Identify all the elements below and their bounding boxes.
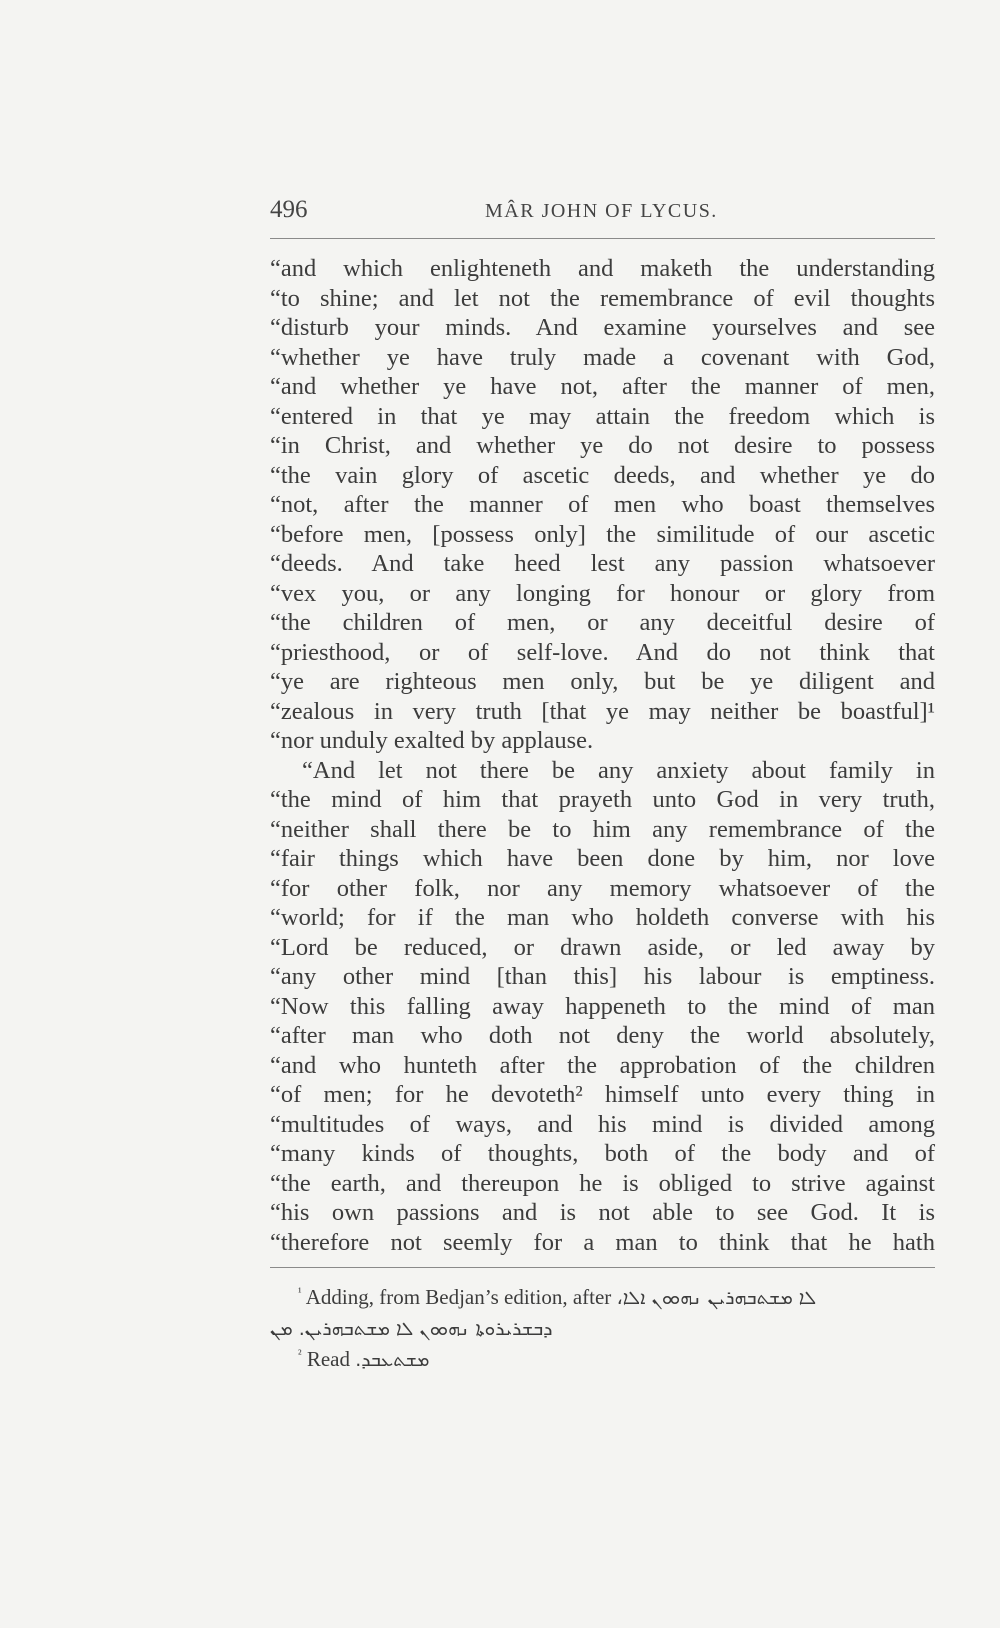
text-line: “deeds. And take heed lest any passion whatsoever [270,550,935,577]
text-line: “the vain glory of ascetic deeds, and whether ye do [270,461,935,489]
text-line: “therefore not seemly for a man to think that he hath [270,1228,935,1256]
text-line: “ye are righteous men only, but be ye diligent and [270,668,935,695]
footnote-text: Adding, from Bedjan’s edition, after [305,1285,612,1309]
body-text [270,254,935,1257]
page-header [270,196,935,232]
text-line: “vex you, or any longing for honour or glory from [270,579,935,607]
syriac-text: ܠܐ ܡܫܬܒܗܪܝܢ ܢܗܘܘܢ ܐܠܐ، [616,1287,817,1309]
text-line: “Lord be reduced, or drawn aside, or led away by [270,933,935,961]
footnote-2 [270,1344,935,1375]
book-page [270,196,935,1371]
page-number: 496 [270,196,308,223]
text-line: “many kinds of thoughts, both of the body and of [270,1140,935,1167]
syriac-text: ܡܫܬܥܒܕ. [355,1349,430,1371]
text-line: “the children of men, or any deceitful desire of [270,609,935,636]
text-line: “disturb your minds. And examine yourselves and see [270,314,935,341]
text-line: “and whether ye have not, after the manner of men, [270,373,935,400]
text-line: “for other folk, nor any memory whatsoever of the [270,874,935,902]
text-line: “nor unduly exalted by applause. [270,727,594,754]
text-line: “fair things which have been done by him, nor love [270,845,935,872]
syriac-text: ܕܒܫܪܝܪܘܬܐ ܢܗܘܘܢ ܠܐ ܡܫܬܒܗܪܝܢ. ܡܢ [270,1318,553,1340]
text-line: “before men, [possess only] the similitude of our ascetic [270,520,935,548]
text-line: “whether ye have truly made a covenant with God, [270,343,935,371]
footnote-marker: ² [298,1347,302,1361]
running-head: MÂR JOHN OF LYCUS. [485,200,718,222]
text-line: “his own passions and is not able to see God. It is [270,1199,935,1226]
text-line: “any other mind [than this] his labour is emptiness. [270,963,935,990]
footnote-1-continued [270,1313,935,1344]
text-line: “entered in that ye may attain the freedom which is [270,402,935,430]
text-line: “and which enlighteneth and maketh the understanding [270,255,935,282]
footnotes [270,1282,935,1375]
text-line: “the earth, and thereupon he is obliged to strive against [270,1169,935,1197]
footnote-rule [270,1267,935,1268]
footnote-1 [270,1282,935,1313]
footnote-marker: ¹ [298,1285,302,1299]
text-line: “priesthood, or of self-love. And do not think that [270,638,935,666]
footnote-text: Read [306,1347,351,1371]
text-line: “world; for if the man who holdeth converse with his [270,904,935,931]
text-line: “zealous in very truth [that ye may neither be boastful]¹ [270,697,935,725]
text-line: “of men; for he devoteth² himself unto every thing in [270,1081,935,1108]
header-rule [270,238,935,239]
text-line: “Now this falling away happeneth to the mind of man [270,992,935,1020]
text-line: “multitudes of ways, and his mind is divided among [270,1110,935,1138]
text-line: “after man who doth not deny the world absolutely, [270,1022,935,1049]
text-line: “and who hunteth after the approbation of the children [270,1051,935,1079]
text-line: “the mind of him that prayeth unto God in very truth, [270,786,935,813]
text-line: “in Christ, and whether ye do not desire to possess [270,432,935,459]
text-line: “not, after the manner of men who boast themselves [270,491,935,518]
text-line: “And let not there be any anxiety about family in [302,756,935,784]
text-line: “to shine; and let not the remembrance of evil thoughts [270,284,935,312]
text-line: “neither shall there be to him any remembrance of the [270,815,935,843]
